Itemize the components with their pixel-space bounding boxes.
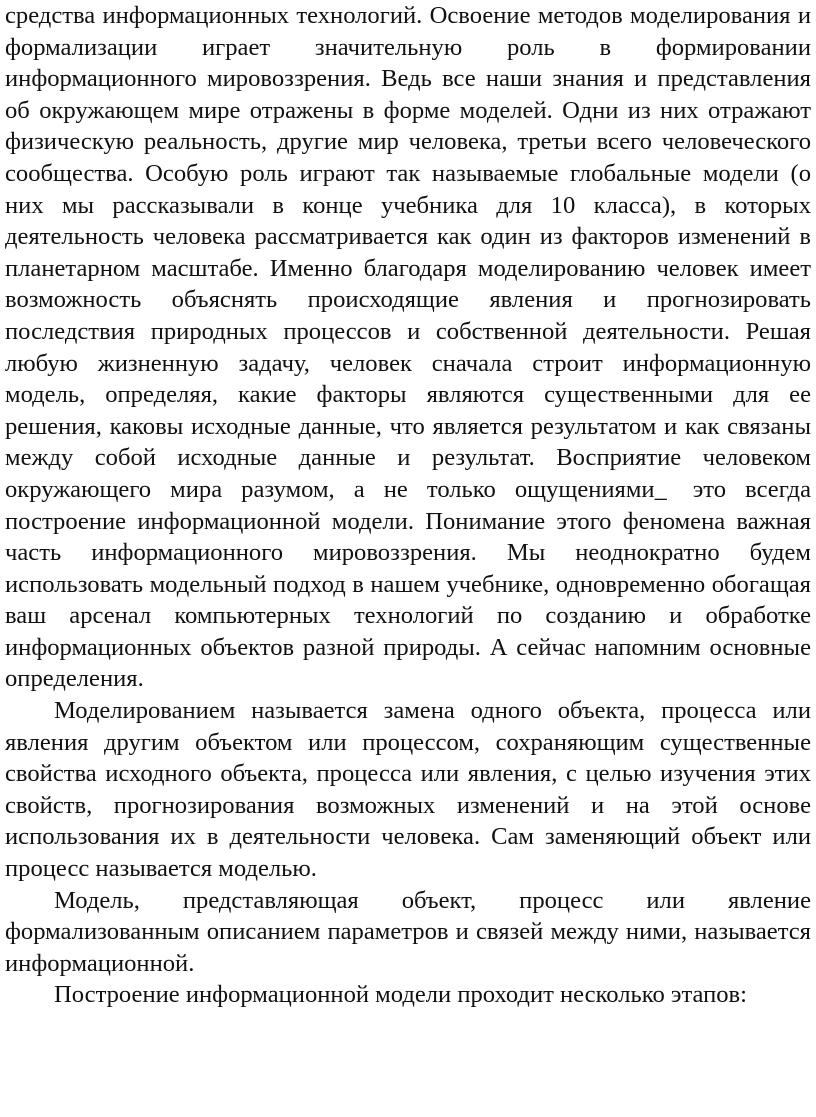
paragraph-1: средства информационных технологий. Освоение методов моделирования и формализации играет значительную роль в формировании информационного мировоззрения. Ведь все наши знания и представления об окружающем мире отражены в форме моделей. Одни из них отражают физическую реальность, другие мир человека, третьи всего человеческого сообщества. Особую роль играют так называемые глобальные модели (о них мы рассказывали в конце учебника для 10 класса), в которых деятельность человека рассматривается как один из факторов изменений в планетарном масштабе. Именно благодаря моделированию человек имеет возможность объяснять происходящие явления и прогнозировать последствия природных процессов и собственной деятельности. Решая любую жизненную задачу, человек сначала строит информационную модель, определяя, какие факторы являются существенными для ее решения, каковы исходные данные, что является результатом и как связаны между собой исходные данные и результат. Восприятие человеком окружающего мира разумом, а не только ощущениями ̲ это всегда построение информационной модели. Понимание этого феномена важная часть информационного мировоззрения. Мы неоднократно будем использовать модельный подход в нашем учебнике, одновременно обогащая ваш арсенал компьютерных технологий по созданию и обработке информационных объектов разной природы. А сейчас напомним основные определения. — [5, 2, 811, 693]
document-page — [5, 0, 811, 1011]
paragraph-3-information-model-definition: Модель, представляющая объект, процесс или явление формализованным описанием параметров и связей между ними, называется информационной. — [5, 886, 811, 977]
paragraph-4-model-stages: Построение информационной модели проходит несколько этапов: — [54, 981, 748, 1009]
paragraph-2-modeling-definition: Моделированием называется замена одного объекта, процесса или явления другим объектом или процессом, сохраняющим существенные свойства исходного объекта, процесса или явления, с целью изучения этих свойств, прогнозирования возможных изменений и на этой основе использования их в деятельности человека. Сам заменяющий объект или процесс называется моделью. — [5, 697, 811, 883]
